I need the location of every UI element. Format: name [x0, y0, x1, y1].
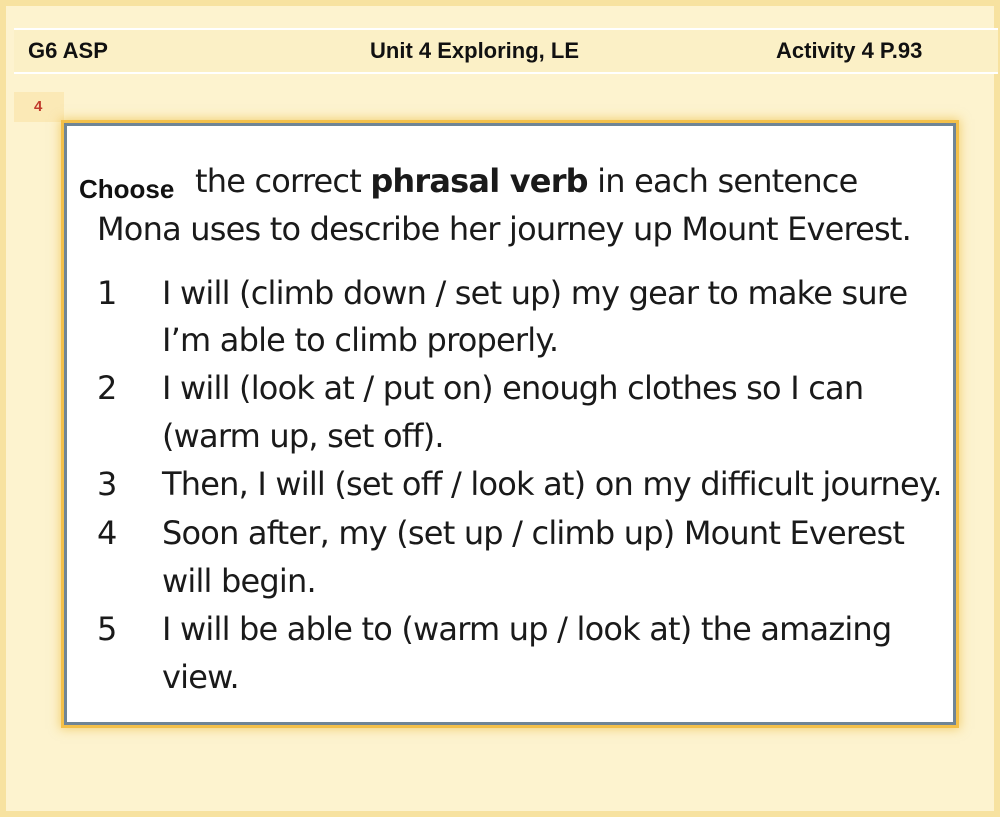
header-activity: Activity 4 P.93 [776, 38, 923, 63]
item-number: 1 [97, 274, 118, 312]
item-text-continued[interactable]: I’m able to climb properly. [162, 321, 559, 359]
instruction-text: in each sentence [587, 162, 858, 200]
item-text[interactable]: I will be able to (warm up / look at) the amazing [162, 610, 892, 648]
header-grade: G6 ASP [28, 38, 108, 63]
activity-number-badge [14, 92, 64, 122]
item-text[interactable]: Then, I will (set off / look at) on my difficult journey. [162, 465, 942, 503]
instruction-text: the correct [195, 162, 371, 200]
item-text-continued[interactable]: will begin. [162, 562, 316, 600]
item-text[interactable]: I will (look at / put on) enough clothes so I can [162, 369, 864, 407]
activity-number: 4 [34, 98, 43, 115]
item-text-continued[interactable]: view. [162, 658, 239, 696]
item-text[interactable]: I will (climb down / set up) my gear to make sure [162, 274, 908, 312]
header-bar [14, 28, 998, 74]
phrasal-verb-emphasis: phrasal verb [370, 162, 588, 200]
item-number: 2 [97, 369, 118, 407]
item-number: 3 [97, 465, 118, 503]
exercise-card [64, 123, 956, 725]
item-number: 4 [97, 514, 118, 552]
item-number: 5 [97, 610, 118, 648]
item-text-continued[interactable]: (warm up, set off). [162, 417, 444, 455]
instruction-line-2: Mona uses to describe her journey up Mount Everest. [97, 210, 912, 248]
header-unit: Unit 4 Exploring, LE [370, 38, 580, 63]
item-text[interactable]: Soon after, my (set up / climb up) Mount Everest [162, 514, 905, 552]
choose-label: Choose [79, 174, 175, 204]
instruction-line-1 [195, 162, 857, 200]
